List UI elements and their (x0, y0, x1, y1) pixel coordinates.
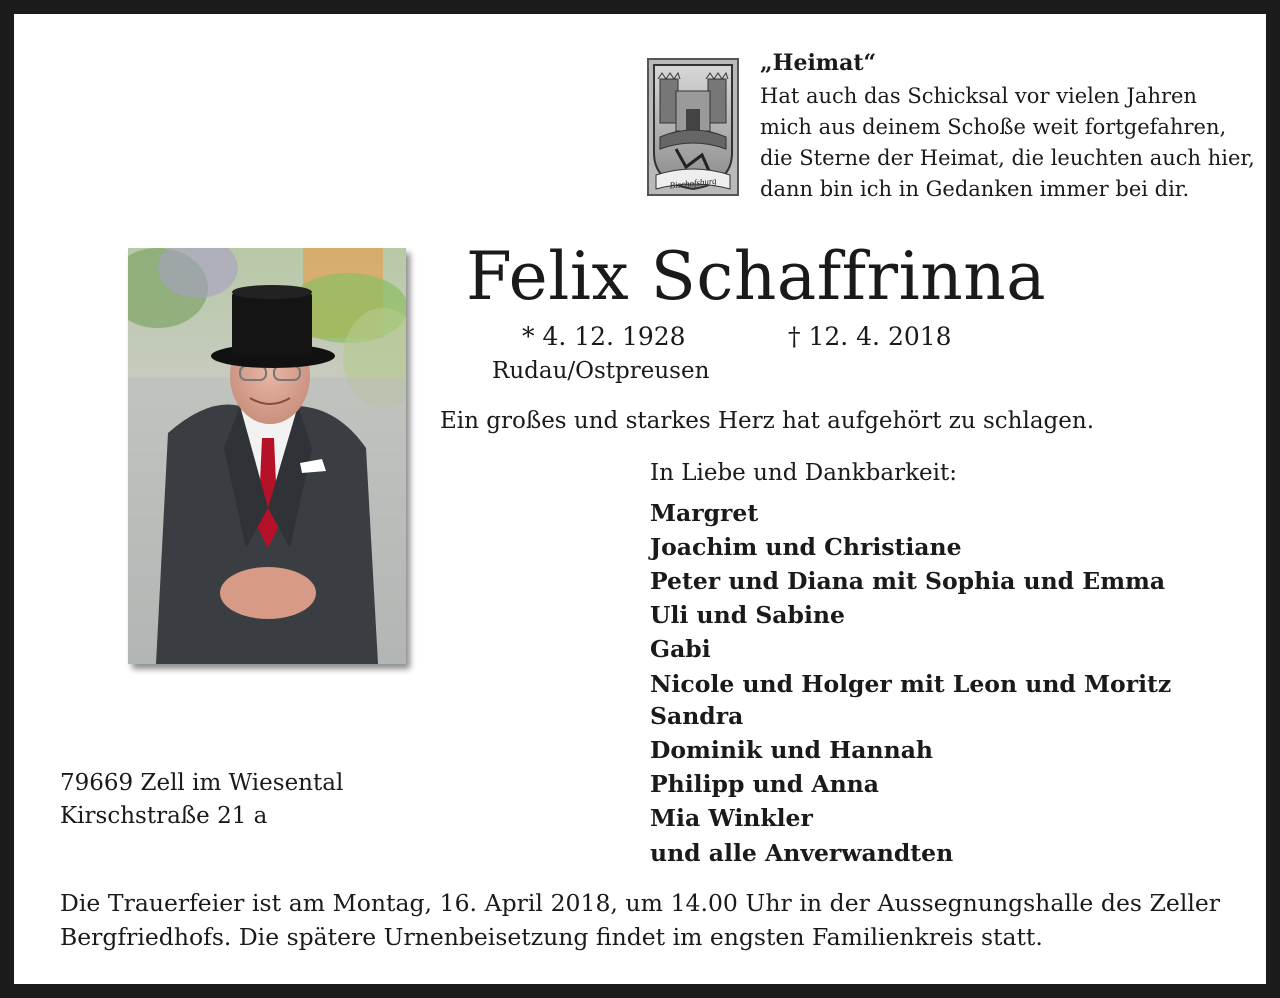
portrait-photo (128, 248, 406, 664)
birthplace: Rudau/Ostpreusen (492, 358, 710, 384)
tagline: Ein großes und starkes Herz hat aufgehört zu schlagen. (440, 408, 1095, 434)
mourner-name: Mia Winkler (650, 804, 813, 832)
mourner-name: Sandra (650, 702, 744, 730)
poem-line: dann bin ich in Gedanken immer bei dir. (760, 177, 1190, 201)
deceased-name: Felix Schaffrinna (466, 238, 1047, 315)
funeral-info-line: Die Trauerfeier ist am Montag, 16. April 2018, um 14.00 Uhr in der Aussegnungshalle des Zeller (60, 889, 1220, 917)
mourner-name: Gabi (650, 635, 711, 663)
crest-label: Bischofsburg (669, 175, 717, 191)
poem-line: mich aus deinem Schoße weit fortgefahren, (760, 115, 1227, 139)
mourner-name: Philipp und Anna (650, 770, 879, 798)
poem-title: „Heimat“ (760, 50, 877, 76)
town-crest-icon (646, 57, 740, 197)
mourner-name: Nicole und Holger mit Leon und Moritz (650, 670, 1172, 698)
birth-date: * 4. 12. 1928 (522, 322, 686, 351)
mourner-name: Dominik und Hannah (650, 736, 934, 764)
mourner-name: Joachim und Christiane (650, 533, 962, 561)
mourner-name: Margret (650, 499, 759, 527)
address-street: Kirschstraße 21 a (60, 803, 268, 829)
death-date: † 12. 4. 2018 (788, 322, 952, 351)
poem-line: die Sterne der Heimat, die leuchten auch hier, (760, 146, 1255, 170)
mourner-name: und alle Anverwandten (650, 839, 954, 867)
funeral-info-line: Bergfriedhofs. Die spätere Urnenbeisetzung findet im engsten Familienkreis statt. (60, 923, 1043, 951)
mourner-name: Uli und Sabine (650, 601, 845, 629)
funeral-info (60, 886, 1220, 954)
poem-line: Hat auch das Schicksal vor vielen Jahren (760, 84, 1197, 108)
address-city: 79669 Zell im Wiesental (60, 770, 344, 796)
dedication: In Liebe und Dankbarkeit: (650, 460, 957, 486)
mourner-name: Peter und Diana mit Sophia und Emma (650, 567, 1166, 595)
